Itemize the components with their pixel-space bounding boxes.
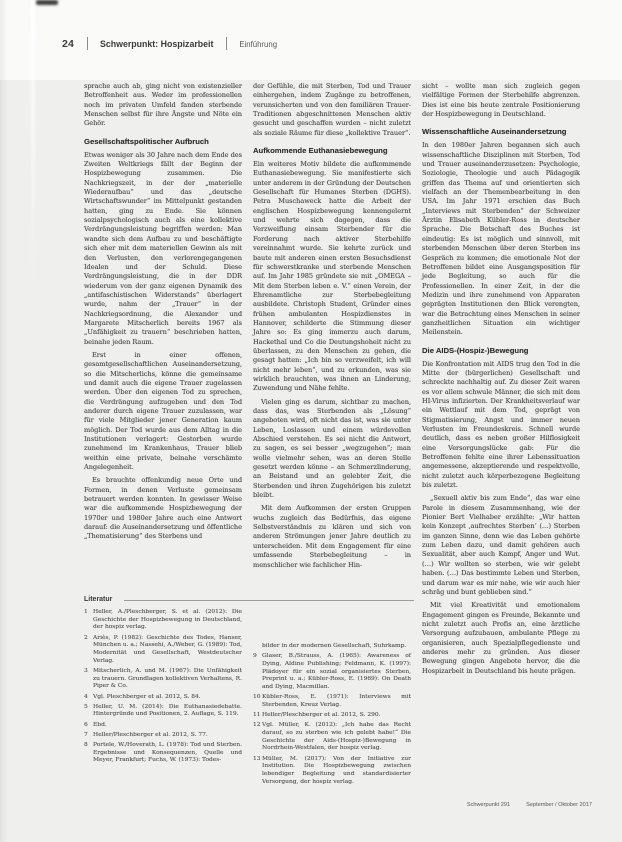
literature-heading: Literatur [84,596,113,603]
reference-list-right [253,643,411,789]
paragraph: Mit viel Kreativität und emotionalem Engagement gingen es Freunde, Bekannte und nicht zuletzt auch Profis an, eine ärztliche Versorgung aufzubauen, ambulante Pflege zu organisieren, auch Spezialpflegedienste und anderes mehr zu gründen. Aus dieser Bewegung gingen Angebote hervor, die die Hospizarbeit in Deutschland bis heute prägen. [422,601,580,675]
paragraph: Ein weiteres Motiv bildete die aufkommende Euthanasiebewegung. Sie manifestierte sich unter anderem in der Gründung der Deutschen Gesellschaft für Humanes Sterben (DGHS). Petra Muschaweck hatte die Arbeit der englischen Hospizbewegung kennengelernt und wehrte sich dagegen, dass die Verzweiflung einsam Sterbender für die Forderung nach aktiver Sterbehilfe vereinnahmt wurde. Sie kehrte zurück und baute mit anderen einen ersten Besuchsdienst für schwerstkranke und sterbende Menschen auf. Im Jahr 1985 gründete sie mit „OMEGA – Mit dem Sterben leben e. V.“ einen Verein, der Ehrenamtliche zur Sterbebegleitung ausbildete. Christoph Student, Gründer eines frühen ambulanten Hospizdienstes in Hannover, schilderte die Stimmung dieser Jahre so: Es ging immerzu auch darum, Hackethal und Co die Deutungshoheit nicht zu überlassen, zu den Menschen zu gehen, die gesagt hatten: „Ich bin so verzweifelt, ich will nicht mehr leben“, und zu erkunden, was sie wirklich brauchten, was ihnen an Linderung, Zuwendung und Nähe fehlte. [253,160,411,393]
reference-text: Heller/Pleschberger et al. 2012, S. 290. [262,712,381,719]
paragraph-continuation: der Gefühle, die mit Sterben, Tod und Trauer einhergehen, indem Zugänge zu betroffenen, verunsicherten und von den familiären Trauer-Traditionen abgeschnittenen Menschen aktiv gesucht und geschaffen wurden – nicht zuletzt als soziale Räume für diese „kollektive Trauer“. [253,82,411,137]
literature-section [84,596,242,768]
reference-text: Vgl. Müller, K. (2012): „Ich habe das Recht darauf, so zu sterben wie ich gelebt habe!“ Die Geschichte der Aids-(Hospiz-)Bewegung in Nordrhein-Westfalen, der hospiz verlag. [262,722,411,752]
paragraph-continuation: sicht – wollte man sich zugleich gegen vielfältige Formen der Sterbehilfe abgrenzen. Dies ist eine bis heute zentrale Positionierung der Hospizbewegung in Deutschland. [422,82,580,119]
scan-crease [31,0,35,300]
reference-number: 5 [84,703,88,710]
page-number: 24 [62,38,75,50]
column-1 [84,82,242,546]
reference-number: 13 [253,755,261,762]
reference-item [84,609,242,632]
section-heading-euthanasiebewegung: Aufkommende Euthanasiebewegung [253,146,388,156]
reference-text: Kübler-Ross, E. (1971): Interviews mit Sterbenden, Kreuz Verlag. [262,694,411,708]
reference-number: 7 [84,731,88,738]
reference-item [84,704,242,719]
reference-text: Heller, A./Pleschberger, S. et al. (2012): Die Geschichte der Hospizbewegung in Deutschland, der hospiz verlag. [93,609,242,631]
reference-number: 6 [84,721,88,728]
reference-number: 12 [253,722,261,729]
paragraph: Die Konfrontation mit AIDS trug den Tod in die Mitte der (bürgerlichen) Gesellschaft und schreckte nachhaltig auf. Zu dieser Zeit waren es vor allem schwule Männer, die sich mit dem HI-Virus infizierten. Der Krankheitsverlauf war ein Wettlauf mit dem Tod, geprägt von Stigmatisierung, Angst und immer neuen Verlusten im Freundeskreis. Schnell wurde deutlich, dass es neben großer Hilflosigkeit eine Versorgungslücke gab: Für die Betroffenen fehlte eine ihrer Lebenssituation angemessene, akzeptierende und respektvolle, nicht zuletzt auch körperbezogene Begleitung bis zuletzt. [422,359,580,490]
reference-text: Ariès, P. (1982): Geschichte des Todes, Hanser, München u. a.; Nassehi, A./Weber, G. (1989): Tod, Modernität und Gesellschaft, Westdeutscher Verlag. [93,634,242,664]
column-3 [422,82,580,680]
scan-left-shade [0,0,8,842]
paragraph-continuation: sprache auch ab, ging nicht von existenzieller Betroffenheit aus. Weder im professionellen noch im privaten Umfeld fanden sterbende Menschen selbst für ihre Ängste und Nöte ein Gehör. [84,82,242,128]
reference-item [253,653,411,692]
reference-item [84,635,242,666]
paragraph: Mit dem Aufkommen der ersten Gruppen wuchs zugleich das Bedürfnis, das eigene Selbstverständnis zu klären und sich von anderen Strömungen jener Jahre deutlich zu unterscheiden. Mit dem Engagement für eine umfassende Sterbebegleitung – in menschlicher wie fachlicher Hin- [253,504,411,569]
scan-corner-mark [36,0,58,5]
reference-number: 9 [253,653,257,660]
paragraph: Erst in einer offenen, gesamtgesellschaftlichen Auseinandersetzung, so die Mitscherlichs, könne die gemeinsame und damit auch die eigene Trauer zugelassen werden. Über den eigenen Tod zu sprechen, die Verdrängung aufzugeben und den Tod anderer durch eigene Trauer zuzulassen, war für viele Mitglieder jener Generation kaum möglich. Der Tod wurde aus dem Alltag in die Institutionen verlagert: Gestorben wurde zunehmend im Krankenhaus, Trauer blieb weithin eine private, beinahe verschämte Angelegenheit. [84,350,242,472]
paragraph: Es brauchte offenkundig neue Orte und Formen, in denen Verluste gemeinsam betrauert werden konnten. In gewisser Weise war die aufkommende Hospizbewegung der 1970er und 1980er Jahre auch eine Antwort darauf: die Auseinandersetzung und öffentliche „Thematisierung“ des Sterbens und [84,476,242,541]
reference-number: 11 [253,712,261,719]
paragraph-quote: „Sexuell aktiv bis zum Ende“, das war eine Parole in diesem Zusammenhang, wie der Pionier Bert Vielhaber erzählte: „Wir hatten kein Konzept ‚aufrechtes Sterben‘ (…) Sterben im ganzen Sinne, denn wie das Leben gehörte zum Leben dazu, und damit gehören auch Sexualität, aber auch Kampf, Anger und Wut. (…) Wir wollten so sterben, wie wir gelebt haben. (…) Das bestimmte Leben und Sterben, und darum war es mir nahe, wie wir auch hier schräg und bunt geblieben sind.“ [422,494,580,596]
subsection-title: Einführung [239,40,278,49]
reference-text: bilder in der modernen Gesellschaft, Suhrkamp. [262,643,407,649]
column-2 [253,82,411,574]
reference-item [84,742,242,765]
reference-number: 3 [84,667,88,674]
reference-item [84,694,242,702]
section-heading-wissenschaftliche-auseinandersetzung: Wissenschaftliche Auseinandersetzung [422,127,567,137]
section-heading-aids-hospiz-bewegung: Die AIDS-(Hospiz-)Bewegung [422,345,529,355]
page-header [62,34,277,52]
reference-item [84,668,242,691]
reference-item [253,756,411,787]
reference-number: 1 [84,609,88,615]
paragraph: Etwas weniger als 30 Jahre nach dem Ende des Zweiten Weltkriegs fällt der Beginn der Hospizbewegung zusammen. Die Nachkriegszeit, in der der „materielle Wiederaufbau“ und das „deutsche Wirtschaftswunder“ im Mittelpunkt gestanden hatten, ging zu Ende. Sie können sozialpsychologisch auch als eine kollektive Verdrängungsleistung begriffen werden: Man wandte sich dem Aufbau zu und beschäftigte sich eher mit dem materiellen Gewinn als mit den Verlusten, den verlorengegangenen Idealen und der Schuld. Diese Verdrängungsleistung, die in der DDR wiederum von der ganz eigenen Dynamik des „antifaschistischen Widerstands“ überlagert wurde, nahm der „Trauer“ in der Nachkriegsordnung, die Alexander und Margarete Mitscherlich bereits 1967 als „Unfähigkeit zu trauern“ beschrieben hatten, beinahe jeden Raum. [84,150,242,346]
reference-text: Portele, W./Hoverath, L. (1978): Tod und Sterben. Ergebnisse und Konsequenzen, Quelle und Meyer, Frankfurt; Fuchs, W. (1973): Todes- [93,742,242,764]
page-footer [0,802,592,808]
reference-item [84,722,242,730]
reference-item [253,643,411,651]
reference-text: Heller, U. M. (2014): Die Euthanasiedebatte. Hintergründe und Positionen, 2. Auflage, S. 119. [93,703,242,718]
reference-text: Heller/Pleschberger et al. 2012, S. 77. [93,731,208,738]
footer-issue: Schwerpunkt 291 [466,802,511,808]
reference-text: Vgl. Pleschberger et al. 2012, S. 84. [93,693,201,700]
reference-text: Glaser, B./Strauss, A. (1965): Awareness of Dying, Aldine Publishing; Feldmann, K. (1997): Plädoyer für ein sozial organisiertes Sterben, Preprint u. a.; Kübler-Ross, E. (1969): On Death and Dying, Macmillan. [262,653,411,691]
header-divider [87,37,88,50]
reference-number: 2 [84,634,88,641]
header-divider [226,37,227,50]
reference-item [84,732,242,740]
paragraph: Vielen ging es darum, sichtbar zu machen, dass das, was Sterbenden als „Lösung“ angeboten wird, oft nicht das ist, was sie unter Leben, Loslassen und einem würdevollen Abschied verstehen. Es sei nicht die Antwort, zu sagen, es sei besser „wegzugehen“; man wolle vielmehr sehen, was an deren Stelle gesetzt werden könne – an Schmerzlinderung, an Beistand und an gelebter Zeit, die Sterbenden und ihren Zugehörigen bis zuletzt bleibt. [253,397,411,500]
reference-list-left [84,609,242,765]
reference-item [253,694,411,709]
reference-item [253,712,411,720]
reference-number: 10 [253,694,261,701]
section-title: Schwerpunkt: Hospizarbeit [100,39,214,49]
section-heading-gesellschaftspolitischer-aufbruch: Gesellschaftspolitischer Aufbruch [84,136,209,146]
paragraph: In den 1980er Jahren begannen sich auch wissenschaftliche Disziplinen mit Sterben, Tod und Trauer auseinanderzusetzen: Psychologie, Soziologie, Theologie und auch Pädagogik griffen das Thema auf und orientierten sich vielfach an der Themenbearbeitung in den USA. Im Jahr 1971 erschien das Buch „Interviews mit Sterbenden“ der Schweizer Ärztin Elisabeth Kübler-Ross in deutscher Sprache. Die Botschaft des Buches ist eindeutig: Es ist möglich und sinnvoll, mit sterbenden Menschen über deren Sterben ins Gespräch zu kommen; die emotionale Not der Betroffenen bildet eine Ausgangsposition für jede Begleitung, so auch für die Professionellen. In einer Zeit, in der die Medizin und ihre zunehmend von Apparaten geprägten Institutionen den Blick verengten, war die Betrachtung eines Menschen in seiner ganzheitlichen Situation ein wichtiger Meilenstein. [422,141,580,337]
reference-number: 4 [84,693,88,700]
reference-text: Müller, M. (2017): Von der Initiative zur Institution. Die Hospizbewegung zwischen lebendiger Begleitung und standardisierter Versorgung, der hospiz verlag. [262,755,411,785]
reference-item [253,722,411,753]
reference-text: Mitscherlich, A. und M. (1967): Die Unfähigkeit zu trauern. Grundlagen kollektiven Verhaltens, R. Piper & Co. [93,667,242,690]
reference-text: Ebd. [93,721,107,728]
reference-number: 8 [84,742,88,749]
footer-date: September / Oktober 2017 [526,802,592,808]
